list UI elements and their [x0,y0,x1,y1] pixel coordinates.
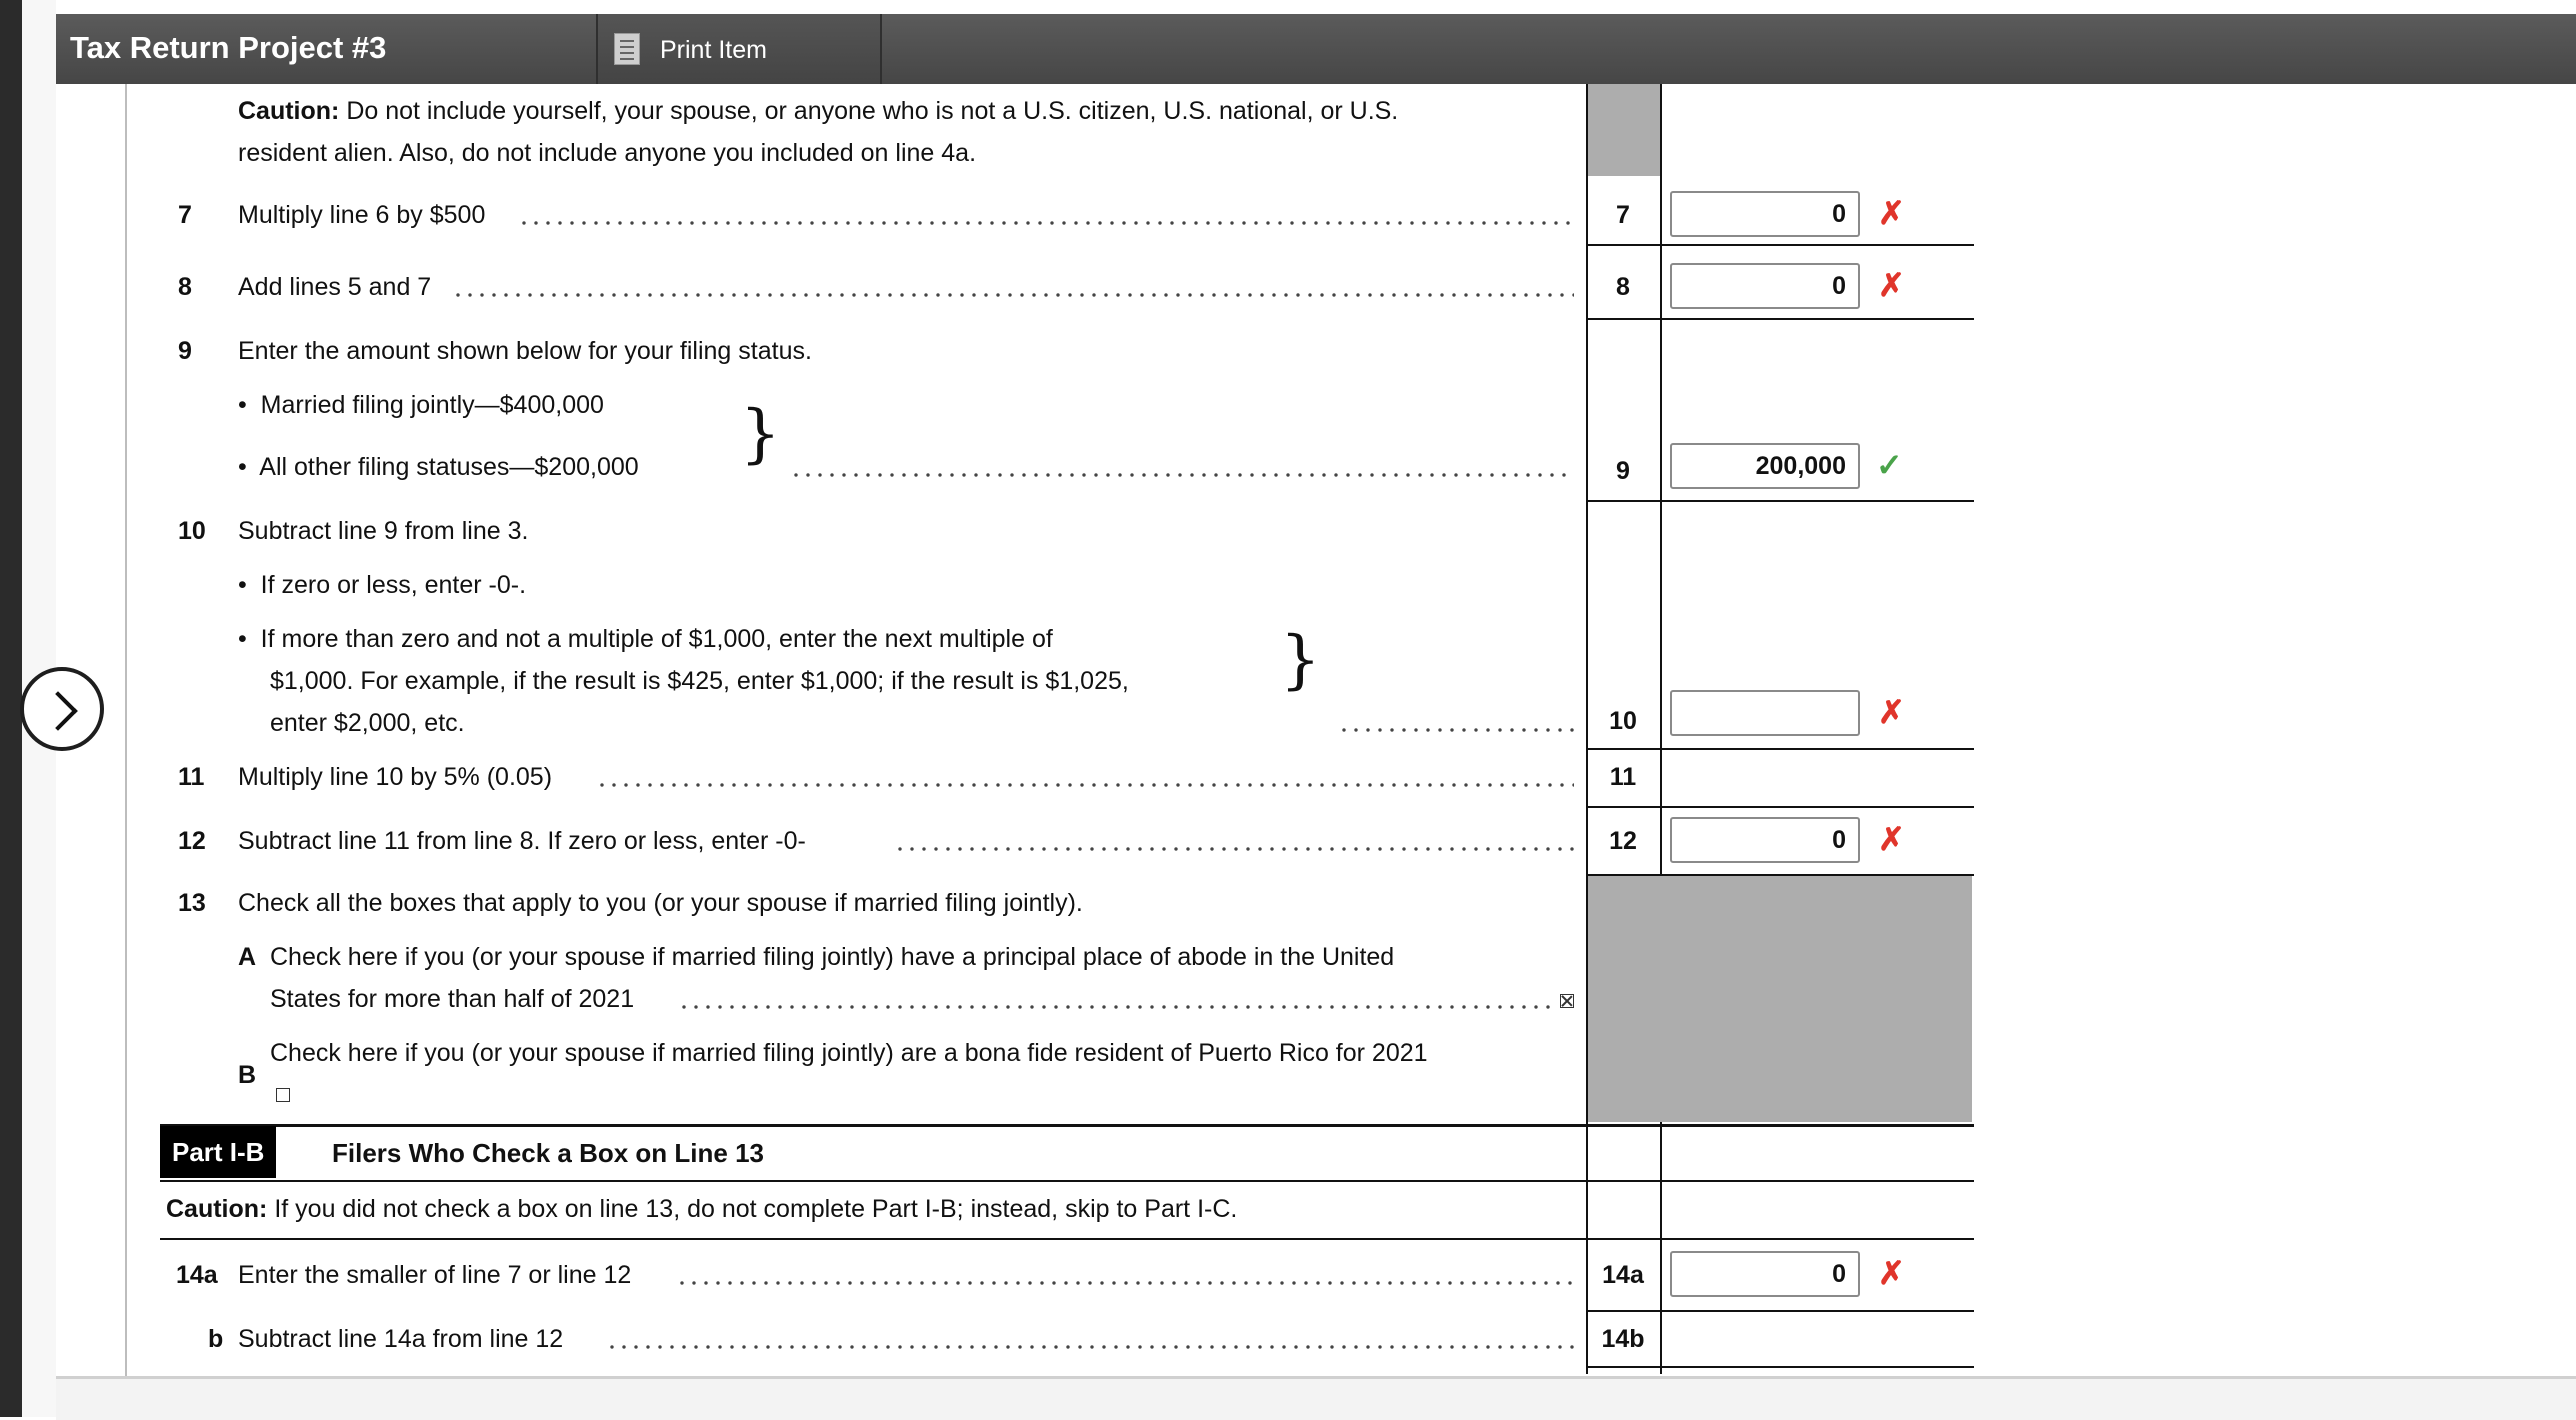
line-13-a-text-1: Check here if you (or your spouse if married filing jointly) have a principal place of abode in the United [270,943,1395,971]
line-12-box-label: 12 [1609,827,1637,855]
left-edge-bar [0,0,22,1417]
line-14a-text: Enter the smaller of line 7 or line 12 [238,1261,632,1289]
rule-after-14a [1586,1310,1974,1312]
line-13-a-text-2: States for more than half of 2021 [270,985,635,1013]
line-10-bullet-2: • If more than zero and not a multiple of $1,000, enter the next multiple of [238,625,1053,653]
wrong-icon: ✗ [1878,1255,1905,1291]
part-1b-top-rule [160,1124,1974,1127]
part-1b-title: Filers Who Check a Box on Line 13 [332,1138,764,1168]
line-13-b-checkbox[interactable] [276,1088,290,1102]
rule-after-8 [1586,318,1974,320]
line-10-bullet-1: • If zero or less, enter -0-. [238,571,527,599]
line-10-brace: } [1280,623,1321,697]
line-11-number: 11 [178,763,205,791]
line-9-box-label: 9 [1616,457,1630,485]
line-7-leader [518,221,1574,225]
frame-divider [125,84,127,1376]
line-9-bullet-1: • Married filing jointly—$400,000 [238,391,604,419]
rule-after-10 [1586,748,1974,750]
print-item-button[interactable] [596,14,882,84]
line-10-text: Subtract line 9 from line 3. [238,517,529,545]
line-7-input[interactable] [1670,191,1860,237]
line-10-input[interactable] [1670,690,1860,736]
rule-after-11 [1586,806,1974,808]
line-14a-input[interactable] [1670,1251,1860,1297]
part-1b-caution-rule [160,1238,1974,1240]
line-9-bullet-2: • All other filing statuses—$200,000 [238,453,639,481]
line-9-number: 9 [178,337,192,365]
line-8-box-label: 8 [1616,273,1630,301]
line-10-bullet-2-end: enter $2,000, etc. [270,709,465,737]
rule-after-9 [1586,500,1974,502]
app-header [56,14,2576,86]
rule-after-7 [1586,244,1974,246]
line-14b-text: Subtract line 14a from line 12 [238,1325,564,1353]
line-10-bullet-2-cont: $1,000. For example, if the result is $425, enter $1,000; if the result is $1,025, [270,667,1129,695]
caution-line-1: Caution: Do not include yourself, your spouse, or anyone who is not a U.S. citizen, U.S. national, or U.S. [238,97,1399,125]
line-13-number: 13 [178,889,206,917]
line-9-brace: } [740,397,781,471]
line-13-b-label: B [238,1061,257,1089]
form-content [56,84,2576,1376]
line-11-box-label: 11 [1609,763,1637,791]
line-12-text: Subtract line 11 from line 8. If zero or less, enter -0- [238,827,806,855]
project-title: Tax Return Project #3 [70,30,387,65]
part-1b-bottom-rule [160,1180,1974,1182]
line-8-text: Add lines 5 and 7 [238,273,432,301]
frame-top [56,0,2576,14]
part-1b-caution: Caution: If you did not check a box on line 13, do not complete Part I-B; instead, skip to Part I-C. [166,1195,1238,1223]
line-14b-leader [606,1345,1574,1349]
wrong-icon: ✗ [1878,267,1905,303]
check-icon: ✓ [1876,447,1903,483]
next-arrow-icon[interactable] [20,667,104,751]
line-8-number: 8 [178,273,192,301]
line-10-number: 10 [178,517,206,545]
line-14a-leader [676,1281,1574,1285]
bottom-bar [56,1376,2576,1420]
wrong-icon: ✗ [1878,195,1905,231]
part-1b-label: Part I-B [160,1126,276,1178]
line-13-a-leader [678,1005,1550,1009]
line-11-leader [596,783,1574,787]
line-12-input[interactable] [1670,817,1860,863]
line-14a-box-label: 14a [1602,1261,1644,1289]
line-13-a-label: A [238,943,257,971]
line-10-box-label: 10 [1609,707,1637,735]
wrong-icon: ✗ [1878,694,1905,730]
line-10-leader [1338,728,1574,732]
line-7-box-label: 7 [1616,201,1630,229]
line-7-number: 7 [178,201,192,229]
line-9-leader [790,473,1574,477]
line-8-leader [452,293,1574,297]
line-12-leader [894,847,1574,851]
shaded-cell-top [1588,84,1660,176]
line-9-input[interactable] [1670,443,1860,489]
print-item-label: Print Item [660,36,767,64]
line-12-number: 12 [178,827,206,855]
line-9-text: Enter the amount shown below for your filing status. [238,337,812,365]
line-11-text: Multiply line 10 by 5% (0.05) [238,763,553,791]
rule-after-14b [1586,1366,1974,1368]
line-7-text: Multiply line 6 by $500 [238,201,486,229]
line-14b-number: b [208,1325,224,1353]
caution-line-2: resident alien. Also, do not include anyone you included on line 4a. [238,139,977,167]
line-14a-number: 14a [176,1261,218,1289]
shaded-cell-13 [1588,876,1972,1122]
line-14b-box-label: 14b [1601,1325,1645,1353]
document-icon [614,33,640,65]
line-13-text: Check all the boxes that apply to you (or your spouse if married filing jointly). [238,889,1083,917]
line-8-input[interactable] [1670,263,1860,309]
line-13-a-checkbox[interactable] [1560,994,1574,1008]
line-13-b-text: Check here if you (or your spouse if married filing jointly) are a bona fide resident of Puerto Rico for 2021 [270,1039,1428,1067]
wrong-icon: ✗ [1878,821,1905,857]
